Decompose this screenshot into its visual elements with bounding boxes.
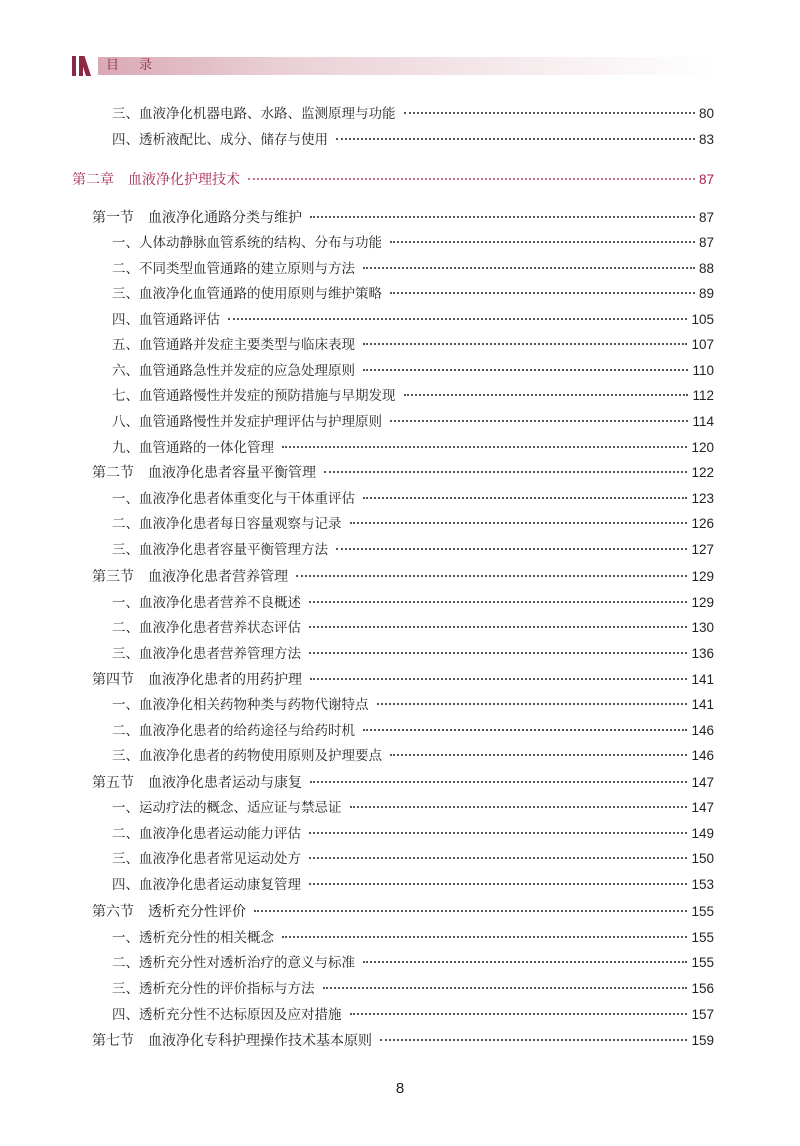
dot-leader	[254, 910, 687, 912]
toc-page-number: 112	[692, 388, 714, 403]
toc-section[interactable]	[92, 207, 714, 229]
dot-leader	[309, 652, 687, 654]
dot-leader	[309, 601, 687, 603]
toc-section[interactable]	[92, 772, 714, 794]
toc-label: 第四节 血液净化患者的用药护理	[92, 672, 302, 688]
dot-leader	[336, 548, 687, 550]
toc-page-number: 105	[691, 312, 714, 327]
toc-label: 二、血液净化患者营养状态评估	[112, 620, 301, 636]
toc-label: 第七节 血液净化专科护理操作技术基本原则	[92, 1033, 372, 1049]
dot-leader	[310, 781, 687, 783]
toc-page-number: 89	[698, 286, 714, 301]
toc-label: 第一节 血液净化通路分类与维护	[92, 210, 302, 226]
toc-label: 第二节 血液净化患者容量平衡管理	[92, 465, 316, 481]
toc-page-number: 87	[698, 172, 714, 187]
header-bars-icon	[72, 56, 94, 76]
toc-section[interactable]	[92, 901, 714, 923]
toc-label: 三、血液净化患者营养管理方法	[112, 646, 301, 662]
dot-leader	[380, 1039, 687, 1041]
running-header	[72, 54, 716, 78]
dot-leader	[350, 806, 688, 808]
toc-page-number: 110	[692, 363, 714, 378]
toc-entry[interactable]	[112, 874, 714, 896]
toc-entry[interactable]	[112, 437, 714, 459]
dot-leader	[363, 729, 687, 731]
dot-leader	[404, 394, 689, 396]
toc-label: 四、透析液配比、成分、储存与使用	[112, 132, 328, 148]
toc-page-number: 155	[691, 904, 714, 919]
toc-section[interactable]	[92, 669, 714, 691]
dot-leader	[350, 1013, 688, 1015]
dot-leader	[390, 420, 688, 422]
toc-label: 四、血管通路评估	[112, 312, 220, 328]
toc-entry[interactable]	[112, 797, 714, 819]
toc-page-number: 129	[691, 569, 714, 584]
toc-label: 一、人体动静脉血管系统的结构、分布与功能	[112, 235, 382, 251]
toc-page-number: 141	[691, 697, 714, 712]
toc-page-number: 147	[691, 775, 714, 790]
dot-leader	[363, 369, 688, 371]
toc-entry[interactable]	[112, 539, 714, 561]
dot-leader	[336, 138, 695, 140]
toc-page-number: 120	[691, 440, 714, 455]
toc-entry[interactable]	[112, 513, 714, 535]
dot-leader	[363, 497, 687, 499]
toc-chapter[interactable]	[72, 169, 714, 191]
toc-entry[interactable]	[112, 360, 714, 382]
toc-label: 三、血液净化患者的药物使用原则及护理要点	[112, 748, 382, 764]
toc-label: 第二章 血液净化护理技术	[72, 172, 240, 188]
dot-leader	[296, 575, 687, 577]
toc-section[interactable]	[92, 1030, 714, 1052]
toc-label: 九、血管通路的一体化管理	[112, 440, 274, 456]
toc-label: 一、透析充分性的相关概念	[112, 930, 274, 946]
toc-entry[interactable]	[112, 385, 714, 407]
toc-page-number: 141	[691, 672, 714, 687]
toc-entry[interactable]	[112, 952, 714, 974]
dot-leader	[310, 216, 695, 218]
dot-leader	[282, 936, 687, 938]
toc-page-number: 129	[691, 595, 714, 610]
toc-label: 第三节 血液净化患者营养管理	[92, 569, 288, 585]
toc-label: 一、血液净化相关药物种类与药物代谢特点	[112, 697, 369, 713]
toc-label: 三、血液净化机器电路、水路、监测原理与功能	[112, 106, 396, 122]
dot-leader	[363, 961, 687, 963]
dot-leader	[248, 178, 695, 180]
toc-page-number: 150	[691, 851, 714, 866]
toc-page-number: 146	[691, 748, 714, 763]
header-title: 目录	[106, 58, 173, 73]
toc-label: 三、透析充分性的评价指标与方法	[112, 981, 315, 997]
toc-entry[interactable]	[112, 848, 714, 870]
toc-entry[interactable]	[112, 232, 714, 254]
header-band	[98, 57, 716, 75]
toc-label: 第五节 血液净化患者运动与康复	[92, 775, 302, 791]
dot-leader	[310, 678, 687, 680]
toc-entry[interactable]	[112, 823, 714, 845]
toc-label: 四、血液净化患者运动康复管理	[112, 877, 301, 893]
toc-page-number: 83	[698, 132, 714, 147]
toc-page-number: 130	[691, 620, 714, 635]
toc-entry[interactable]	[112, 720, 714, 742]
dot-leader	[309, 857, 687, 859]
toc-page-number: 136	[691, 646, 714, 661]
dot-leader	[390, 292, 695, 294]
toc-page-number: 126	[691, 516, 714, 531]
toc-page-number: 87	[698, 210, 714, 225]
dot-leader	[404, 112, 695, 114]
dot-leader	[324, 471, 687, 473]
toc-label: 一、运动疗法的概念、适应证与禁忌证	[112, 800, 342, 816]
toc-page-number: 157	[691, 1007, 714, 1022]
toc-page-number: 155	[691, 930, 714, 945]
page-number: 8	[395, 1080, 405, 1097]
toc-entry[interactable]	[112, 643, 714, 665]
toc-section[interactable]	[92, 566, 714, 588]
toc-page-number: 107	[691, 337, 714, 352]
dot-leader	[282, 446, 687, 448]
toc-label: 第六节 透析充分性评价	[92, 904, 246, 920]
toc-entry[interactable]	[112, 617, 714, 639]
toc-label: 三、血液净化血管通路的使用原则与维护策略	[112, 286, 382, 302]
toc-page-number: 80	[698, 106, 714, 121]
toc-entry[interactable]	[112, 129, 714, 151]
dot-leader	[350, 522, 688, 524]
toc-label: 一、血液净化患者体重变化与干体重评估	[112, 491, 355, 507]
toc-label: 六、血管通路急性并发症的应急处理原则	[112, 363, 355, 379]
toc-label: 五、血管通路并发症主要类型与临床表现	[112, 337, 355, 353]
dot-leader	[390, 241, 695, 243]
toc-page-number: 114	[692, 414, 714, 429]
toc-page-number: 127	[691, 542, 714, 557]
dot-leader	[323, 987, 688, 989]
toc-page-number: 88	[698, 261, 714, 276]
toc-entry[interactable]	[112, 309, 714, 331]
toc-label: 八、血管通路慢性并发症护理评估与护理原则	[112, 414, 382, 430]
toc-label: 三、血液净化患者常见运动处方	[112, 851, 301, 867]
toc-entry[interactable]	[112, 592, 714, 614]
toc-page-number: 153	[691, 877, 714, 892]
toc-label: 一、血液净化患者营养不良概述	[112, 595, 301, 611]
dot-leader	[309, 832, 687, 834]
toc-entry[interactable]	[112, 978, 714, 1000]
dot-leader	[377, 703, 688, 705]
toc-entry[interactable]	[112, 488, 714, 510]
dot-leader	[309, 883, 687, 885]
toc-entry[interactable]	[112, 927, 714, 949]
toc-entry[interactable]	[112, 283, 714, 305]
toc-page-number: 146	[691, 723, 714, 738]
toc-entry[interactable]	[112, 694, 714, 716]
toc-page-number: 159	[691, 1033, 714, 1048]
toc-entry[interactable]	[112, 103, 714, 125]
toc-page-number: 149	[691, 826, 714, 841]
dot-leader	[390, 754, 687, 756]
dot-leader	[363, 267, 695, 269]
toc-entry[interactable]	[112, 334, 714, 356]
toc-label: 三、血液净化患者容量平衡管理方法	[112, 542, 328, 558]
toc-entry[interactable]	[112, 258, 714, 280]
toc-page-number: 122	[691, 465, 714, 480]
toc-label: 二、不同类型血管通路的建立原则与方法	[112, 261, 355, 277]
toc-page-number: 156	[691, 981, 714, 996]
toc-page-number: 123	[691, 491, 714, 506]
toc-label: 二、透析充分性对透析治疗的意义与标准	[112, 955, 355, 971]
toc-section[interactable]	[92, 462, 714, 484]
toc-entry[interactable]	[112, 745, 714, 767]
toc-entry[interactable]	[112, 411, 714, 433]
toc-label: 二、血液净化患者的给药途径与给药时机	[112, 723, 355, 739]
dot-leader	[363, 343, 687, 345]
dot-leader	[228, 318, 687, 320]
toc-page-number: 155	[691, 955, 714, 970]
toc-entry[interactable]	[112, 1004, 714, 1026]
toc-label: 四、透析充分性不达标原因及应对措施	[112, 1007, 342, 1023]
toc-page-number: 147	[691, 800, 714, 815]
toc-label: 二、血液净化患者每日容量观察与记录	[112, 516, 342, 532]
toc-page-number: 87	[698, 235, 714, 250]
toc-label: 二、血液净化患者运动能力评估	[112, 826, 301, 842]
dot-leader	[309, 626, 687, 628]
toc-label: 七、血管通路慢性并发症的预防措施与早期发现	[112, 388, 396, 404]
